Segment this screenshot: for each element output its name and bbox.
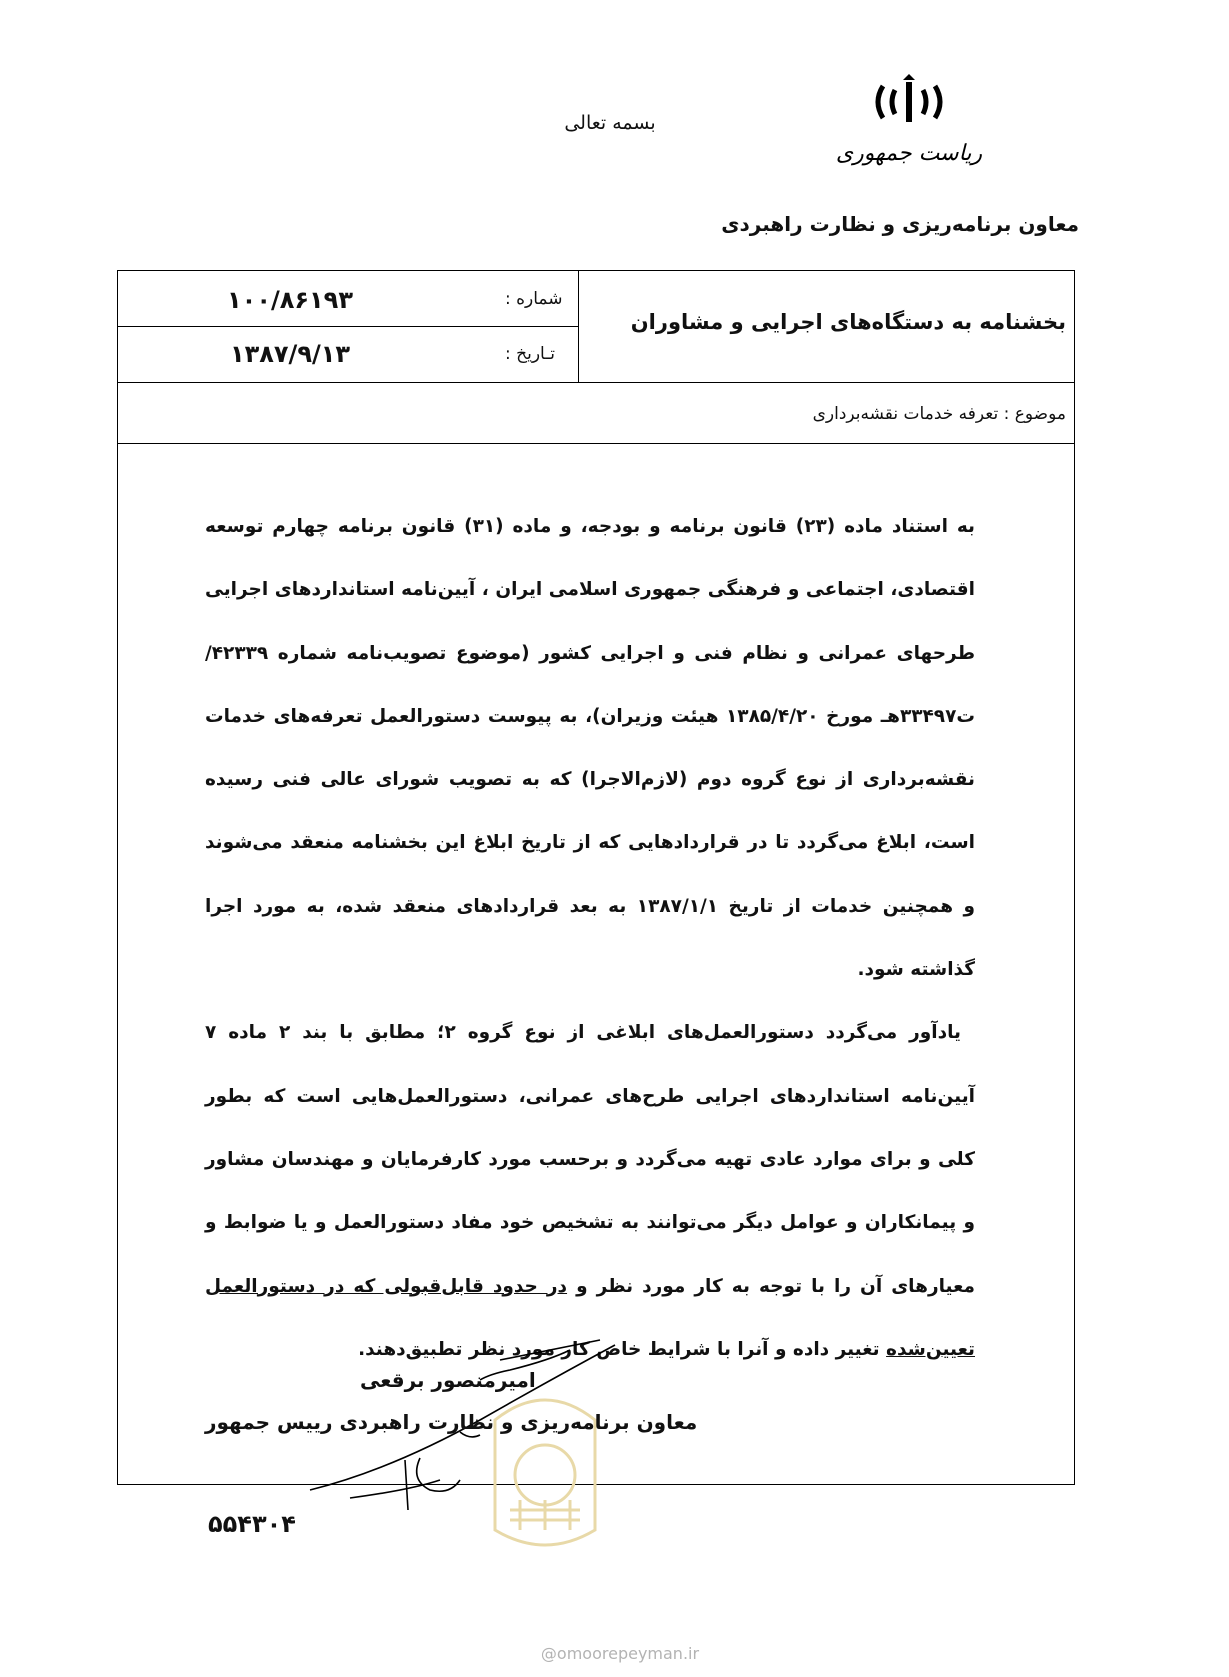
signatory-title: معاون برنامه‌ریزی و نظارت راهبردی رییس جمهور xyxy=(205,1410,698,1434)
paragraph-2-end: تغییر داده و آنرا با شرایط خاص کار مورد نظر تطبیق‌دهند. xyxy=(358,1338,887,1360)
divider-header xyxy=(117,382,1075,383)
letter-body xyxy=(205,495,975,1381)
divider-number-date xyxy=(117,326,578,327)
subject-line: موضوع : تعرفه خدمات نقشه‌برداری xyxy=(812,404,1066,424)
reference-number: ۵۵۴۳۰۴ xyxy=(208,1510,296,1538)
emblem-text: ریاست جمهوری xyxy=(835,141,983,166)
number-label: شماره : xyxy=(505,289,563,309)
date-label: تـاریخ : xyxy=(505,344,555,364)
divider-vertical xyxy=(578,270,579,382)
date-value: ۱۳۸۷/۹/۱۳ xyxy=(229,340,351,368)
organization-name: معاون برنامه‌ریزی و نظارت راهبردی xyxy=(721,212,1079,236)
paragraph-2-start: یادآور می‌گردد دستورالعمل‌های ابلاغی از نوع گروه ۲؛ مطابق با بند ۲ ماده ۷ آیین‌نامه استانداردهای اجرایی طرح‌های عمرانی، دستورالعمل‌هایی است که بطور کلی و برای موارد عادی تهیه می‌گردد و برحسب مورد کارفرمایان و مهندسان مشاور و پیمانکاران و عوامل دیگر می‌توانند به تشخیص خود مفاد دستورالعمل و یا ضوابط و معیارهای آن را با توجه به کار مورد نظر و xyxy=(205,1022,975,1297)
signatory-name: امیرمنصور برقعی xyxy=(360,1368,536,1392)
paragraph-1: به استناد ماده (۲۳) قانون برنامه و بودجه، و ماده (۳۱) قانون برنامه چهارم توسعه اقتصادی، اجتماعی و فرهنگی جمهوری اسلامی ایران ، آیین‌نامه استانداردهای اجرایی طرحهای عمرانی و نظام فنی و اجرایی کشور (موضوع تصویب‌نامه شماره ۴۲۳۳۹/ت۳۳۴۹۷هـ مورخ ۱۳۸۵/۴/۲۰ هیئت وزیران)، به پیوست دستورالعمل تعرفه‌های خدمات نقشه‌برداری از نوع گروه دوم (لازم‌الاجرا) که به تصویب شورای عالی فنی رسیده است، ابلاغ می‌گردد تا در قراردادهایی که از تاریخ ابلاغ این بخشنامه منعقد می‌شوند و همچنین خدمات از تاریخ ۱۳۸۷/۱/۱ به بعد قراردادهای منعقد شده، به مورد اجرا گذاشته شود. xyxy=(205,516,975,981)
divider-subject xyxy=(117,443,1075,444)
circular-title: بخشنامه به دستگاه‌های اجرایی و مشاوران xyxy=(630,310,1066,334)
paragraph-2 xyxy=(205,1001,975,1381)
basmala: بسمه تعالی xyxy=(564,112,656,134)
number-value: ۱۰۰/۸۶۱۹۳ xyxy=(227,286,353,314)
iran-emblem-icon xyxy=(835,72,983,182)
watermark-text: @omoorepeyman.ir xyxy=(540,1644,700,1663)
paragraph-2-underlined: در حدود قابل‌قبولی که در دستورالعمل تعیین‌شده xyxy=(205,1275,975,1360)
